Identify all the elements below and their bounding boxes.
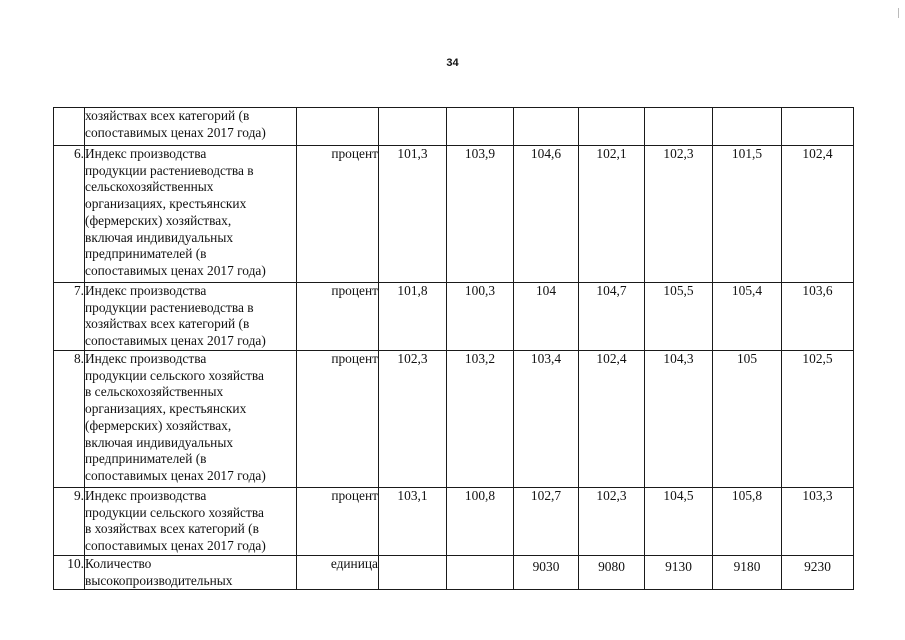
value-cell: 104,7 — [579, 283, 645, 351]
value-cell — [782, 108, 854, 146]
value-cell: 103,1 — [379, 488, 447, 556]
value-cell: 104,6 — [514, 146, 579, 283]
indicator-name-line: хозяйствах всех категорий (в — [85, 316, 250, 332]
value-cell — [713, 108, 782, 146]
indicator-name-line: Индекс производства — [85, 283, 207, 298]
indicator-name-line: предпринимателей (в — [85, 246, 207, 262]
value-cell: 102,3 — [645, 146, 713, 283]
value-cell — [447, 108, 514, 146]
value-cell — [514, 108, 579, 146]
indicator-name-line: высокопроизводительных — [85, 572, 233, 588]
table-row — [54, 146, 854, 283]
indicator-name-line: включая индивидуальных — [85, 229, 234, 245]
indicator-name-line: продукции сельского хозяйства — [85, 504, 264, 520]
indicator-name-line: сопоставимых ценах 2017 года) — [85, 538, 266, 554]
indicator-table — [53, 107, 854, 590]
indicator-name-line: организациях, крестьянских — [85, 196, 247, 212]
value-cell — [447, 556, 514, 590]
indicator-name — [85, 488, 297, 556]
row-number: 10. — [54, 556, 85, 590]
indicator-name — [85, 108, 297, 146]
page-number: 34 — [446, 57, 459, 69]
indicator-name-line: Количество — [85, 556, 152, 571]
indicator-name — [85, 283, 297, 351]
row-number: 9. — [54, 488, 85, 556]
value-cell — [579, 108, 645, 146]
unit-of-measure: процент — [297, 283, 379, 351]
value-cell: 100,8 — [447, 488, 514, 556]
indicator-name-line: (фермерских) хозяйствах, — [85, 417, 232, 433]
indicator-name-line: сопоставимых ценах 2017 года) — [85, 124, 266, 140]
value-cell: 102,1 — [579, 146, 645, 283]
scan-edge-mark — [898, 8, 899, 18]
value-cell: 102,4 — [579, 351, 645, 488]
indicator-name-line: хозяйствах всех категорий (в — [85, 108, 250, 123]
indicator-name-line: сопоставимых ценах 2017 года) — [85, 333, 266, 349]
table-row — [54, 283, 854, 351]
value-cell: 103,6 — [782, 283, 854, 351]
value-cell — [379, 556, 447, 590]
indicator-name-line: сопоставимых ценах 2017 года) — [85, 467, 266, 483]
value-cell: 104,3 — [645, 351, 713, 488]
row-number: 6. — [54, 146, 85, 283]
value-cell: 105 — [713, 351, 782, 488]
indicator-name-line: Индекс производства — [85, 351, 207, 366]
value-cell: 105,8 — [713, 488, 782, 556]
value-cell: 101,5 — [713, 146, 782, 283]
unit-of-measure: процент — [297, 146, 379, 283]
value-cell: 102,4 — [782, 146, 854, 283]
indicator-name — [85, 146, 297, 283]
value-cell: 102,3 — [579, 488, 645, 556]
value-cell: 103,3 — [782, 488, 854, 556]
value-cell: 9080 — [579, 556, 645, 590]
value-cell: 100,3 — [447, 283, 514, 351]
indicator-name-line: в хозяйствах всех категорий (в — [85, 521, 259, 537]
indicator-name-line: в сельскохозяйственных — [85, 384, 224, 400]
indicator-name-line: продукции растениеводства в — [85, 299, 254, 315]
indicator-name-line: Индекс производства — [85, 488, 207, 503]
value-cell: 105,5 — [645, 283, 713, 351]
table-row — [54, 108, 854, 146]
indicator-name-line: продукции растениеводства в — [85, 162, 254, 178]
unit-of-measure: процент — [297, 488, 379, 556]
value-cell — [379, 108, 447, 146]
indicator-name-line: продукции сельского хозяйства — [85, 367, 264, 383]
value-cell: 103,4 — [514, 351, 579, 488]
row-number — [54, 108, 85, 146]
value-cell: 9180 — [713, 556, 782, 590]
value-cell: 103,2 — [447, 351, 514, 488]
value-cell: 9130 — [645, 556, 713, 590]
indicator-name — [85, 556, 297, 590]
unit-of-measure — [297, 108, 379, 146]
value-cell: 9030 — [514, 556, 579, 590]
value-cell: 102,5 — [782, 351, 854, 488]
value-cell: 101,3 — [379, 146, 447, 283]
value-cell: 103,9 — [447, 146, 514, 283]
row-number: 8. — [54, 351, 85, 488]
table-row — [54, 351, 854, 488]
indicator-name-line: организациях, крестьянских — [85, 401, 247, 417]
table-body — [54, 108, 854, 590]
unit-of-measure: процент — [297, 351, 379, 488]
value-cell: 102,3 — [379, 351, 447, 488]
table-row — [54, 556, 854, 590]
indicator-name-line: сельскохозяйственных — [85, 179, 214, 195]
value-cell — [645, 108, 713, 146]
value-cell: 105,4 — [713, 283, 782, 351]
value-cell: 9230 — [782, 556, 854, 590]
value-cell: 104,5 — [645, 488, 713, 556]
indicator-name-line: сопоставимых ценах 2017 года) — [85, 262, 266, 278]
table-row — [54, 488, 854, 556]
indicator-name-line: включая индивидуальных — [85, 434, 234, 450]
value-cell: 102,7 — [514, 488, 579, 556]
value-cell: 101,8 — [379, 283, 447, 351]
indicator-name-line: (фермерских) хозяйствах, — [85, 212, 232, 228]
unit-of-measure: единица — [297, 556, 379, 590]
value-cell: 104 — [514, 283, 579, 351]
row-number: 7. — [54, 283, 85, 351]
indicator-name — [85, 351, 297, 488]
indicator-name-line: предпринимателей (в — [85, 451, 207, 467]
indicator-name-line: Индекс производства — [85, 146, 207, 161]
